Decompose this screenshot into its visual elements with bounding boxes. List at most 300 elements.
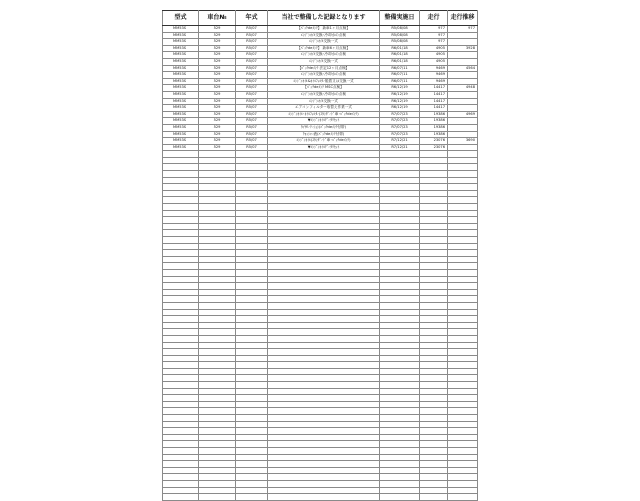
empty-cell bbox=[163, 421, 199, 428]
empty-cell bbox=[380, 329, 420, 336]
empty-cell bbox=[380, 382, 420, 389]
cell-mileage: 19386 bbox=[420, 118, 448, 125]
empty-cell bbox=[380, 316, 420, 323]
cell-mileage: 14417 bbox=[420, 98, 448, 105]
empty-cell bbox=[268, 421, 380, 428]
table-row bbox=[163, 118, 478, 125]
empty-cell bbox=[236, 171, 268, 178]
empty-cell bbox=[236, 289, 268, 296]
empty-cell bbox=[380, 408, 420, 415]
empty-cell bbox=[380, 388, 420, 395]
empty-cell bbox=[448, 289, 478, 296]
empty-cell bbox=[163, 269, 199, 276]
empty-cell bbox=[163, 355, 199, 362]
cell-maintenance-record: ▼ｴﾝｼﾞﾝｵｲﾙﾃﾞｰﾀﾘｾｯﾄ bbox=[268, 118, 380, 125]
maintenance-record-table bbox=[162, 10, 478, 501]
cell-service-date: R5/08/08 bbox=[380, 26, 420, 33]
empty-row bbox=[163, 177, 478, 184]
empty-cell bbox=[380, 269, 420, 276]
cell-mileage: 23076 bbox=[420, 138, 448, 145]
cell-chassis-number: 529 bbox=[199, 26, 236, 33]
empty-cell bbox=[268, 223, 380, 230]
empty-cell bbox=[380, 243, 420, 250]
empty-cell bbox=[163, 256, 199, 263]
empty-cell bbox=[420, 309, 448, 316]
cell-model-year: R5/07 bbox=[236, 98, 268, 105]
empty-cell bbox=[380, 480, 420, 487]
empty-cell bbox=[199, 428, 236, 435]
cell-mileage: 19386 bbox=[420, 111, 448, 118]
cell-service-date: R7/07/23 bbox=[380, 131, 420, 138]
cell-chassis-number: 529 bbox=[199, 91, 236, 98]
empty-cell bbox=[163, 395, 199, 402]
cell-mileage: 14417 bbox=[420, 91, 448, 98]
cell-chassis-number: 529 bbox=[199, 138, 236, 145]
cell-mileage-trend bbox=[448, 105, 478, 112]
empty-cell bbox=[163, 408, 199, 415]
empty-cell bbox=[268, 474, 380, 481]
empty-cell bbox=[420, 302, 448, 309]
cell-mileage: 9469 bbox=[420, 78, 448, 85]
cell-chassis-number: 529 bbox=[199, 105, 236, 112]
empty-cell bbox=[448, 415, 478, 422]
empty-cell bbox=[236, 342, 268, 349]
empty-cell bbox=[420, 349, 448, 356]
empty-cell bbox=[268, 276, 380, 283]
empty-cell bbox=[420, 223, 448, 230]
empty-cell bbox=[380, 494, 420, 501]
empty-row bbox=[163, 454, 478, 461]
empty-cell bbox=[236, 296, 268, 303]
empty-row bbox=[163, 204, 478, 211]
empty-cell bbox=[163, 434, 199, 441]
cell-model-type: MM53S bbox=[163, 78, 199, 85]
empty-cell bbox=[199, 210, 236, 217]
cell-model-year: R5/07 bbox=[236, 111, 268, 118]
empty-cell bbox=[236, 316, 268, 323]
cell-maintenance-record: ｴﾝｼﾞﾝｵｲﾙ交換一式 bbox=[268, 98, 380, 105]
cell-model-year: R5/07 bbox=[236, 72, 268, 79]
empty-cell bbox=[236, 448, 268, 455]
table-row bbox=[163, 32, 478, 39]
empty-cell bbox=[268, 382, 380, 389]
cell-mileage-trend bbox=[448, 72, 478, 79]
cell-chassis-number: 529 bbox=[199, 118, 236, 125]
empty-cell bbox=[199, 401, 236, 408]
cell-mileage: 9469 bbox=[420, 72, 448, 79]
empty-cell bbox=[199, 263, 236, 270]
empty-cell bbox=[420, 382, 448, 389]
empty-cell bbox=[380, 256, 420, 263]
empty-cell bbox=[236, 217, 268, 224]
empty-cell bbox=[448, 322, 478, 329]
cell-service-date: R6/07/11 bbox=[380, 65, 420, 72]
cell-maintenance-record: 【ﾊﾟｯｸdeﾒﾝﾃ】 新車6ヶ月点検】 bbox=[268, 45, 380, 52]
empty-cell bbox=[199, 230, 236, 237]
empty-cell bbox=[163, 474, 199, 481]
empty-cell bbox=[420, 217, 448, 224]
cell-maintenance-record: 【ﾊﾟｯｸdeﾒﾝﾃ】 新車1ヶ月点検】 bbox=[268, 26, 380, 33]
empty-cell bbox=[420, 171, 448, 178]
cell-service-date: R6/12/19 bbox=[380, 91, 420, 98]
empty-cell bbox=[448, 401, 478, 408]
empty-cell bbox=[448, 223, 478, 230]
table-row bbox=[163, 98, 478, 105]
empty-cell bbox=[448, 197, 478, 204]
table-row bbox=[163, 144, 478, 151]
empty-cell bbox=[199, 335, 236, 342]
empty-cell bbox=[236, 269, 268, 276]
empty-cell bbox=[420, 256, 448, 263]
cell-service-date: R6/01/18 bbox=[380, 45, 420, 52]
empty-row bbox=[163, 467, 478, 474]
empty-cell bbox=[268, 217, 380, 224]
empty-cell bbox=[420, 355, 448, 362]
cell-chassis-number: 529 bbox=[199, 85, 236, 92]
empty-cell bbox=[420, 441, 448, 448]
empty-cell bbox=[448, 269, 478, 276]
cell-mileage: 19386 bbox=[420, 124, 448, 131]
empty-row bbox=[163, 448, 478, 455]
header-row bbox=[163, 11, 478, 26]
empty-cell bbox=[448, 421, 478, 428]
empty-cell bbox=[199, 355, 236, 362]
cell-maintenance-record: ｴﾝｼﾞﾝｵｲﾙ･ｵｲﾙﾌｨﾙﾀｰ(ｽﾀﾝﾀﾞｰﾄﾞ車･ﾊﾟｯｸdeﾒﾝﾃ) bbox=[268, 111, 380, 118]
empty-cell bbox=[420, 335, 448, 342]
empty-cell bbox=[268, 164, 380, 171]
empty-cell bbox=[199, 382, 236, 389]
empty-cell bbox=[448, 480, 478, 487]
empty-row bbox=[163, 184, 478, 191]
empty-cell bbox=[199, 349, 236, 356]
empty-cell bbox=[199, 289, 236, 296]
empty-cell bbox=[268, 263, 380, 270]
empty-cell bbox=[380, 184, 420, 191]
empty-row bbox=[163, 171, 478, 178]
empty-cell bbox=[268, 177, 380, 184]
empty-row bbox=[163, 382, 478, 389]
cell-mileage: 14417 bbox=[420, 105, 448, 112]
cell-maintenance-record: 【ﾊﾟｯｸdeﾒﾝﾃ MSC点検】 bbox=[268, 85, 380, 92]
empty-cell bbox=[448, 151, 478, 158]
empty-cell bbox=[163, 223, 199, 230]
cell-mileage: 977 bbox=[420, 39, 448, 46]
empty-cell bbox=[236, 441, 268, 448]
empty-cell bbox=[199, 408, 236, 415]
empty-cell bbox=[199, 316, 236, 323]
empty-cell bbox=[380, 401, 420, 408]
empty-cell bbox=[163, 171, 199, 178]
cell-model-year: R5/07 bbox=[236, 26, 268, 33]
empty-cell bbox=[420, 289, 448, 296]
empty-cell bbox=[420, 263, 448, 270]
empty-cell bbox=[199, 197, 236, 204]
empty-cell bbox=[163, 283, 199, 290]
empty-cell bbox=[448, 302, 478, 309]
empty-cell bbox=[380, 283, 420, 290]
empty-cell bbox=[448, 388, 478, 395]
cell-chassis-number: 529 bbox=[199, 111, 236, 118]
empty-cell bbox=[268, 322, 380, 329]
cell-mileage-trend: 4969 bbox=[448, 111, 478, 118]
empty-cell bbox=[448, 230, 478, 237]
cell-mileage-trend bbox=[448, 118, 478, 125]
empty-cell bbox=[380, 434, 420, 441]
empty-cell bbox=[199, 434, 236, 441]
empty-cell bbox=[448, 276, 478, 283]
empty-cell bbox=[163, 151, 199, 158]
empty-cell bbox=[448, 375, 478, 382]
empty-cell bbox=[163, 487, 199, 494]
empty-cell bbox=[268, 349, 380, 356]
empty-cell bbox=[448, 283, 478, 290]
empty-cell bbox=[163, 197, 199, 204]
empty-cell bbox=[199, 157, 236, 164]
empty-cell bbox=[236, 335, 268, 342]
empty-cell bbox=[236, 368, 268, 375]
empty-cell bbox=[268, 190, 380, 197]
empty-cell bbox=[199, 342, 236, 349]
cell-mileage: 4905 bbox=[420, 45, 448, 52]
cell-service-date: R6/12/19 bbox=[380, 98, 420, 105]
table-row bbox=[163, 26, 478, 33]
cell-mileage: 977 bbox=[420, 32, 448, 39]
empty-cell bbox=[448, 342, 478, 349]
cell-model-year: R5/07 bbox=[236, 39, 268, 46]
empty-cell bbox=[380, 368, 420, 375]
cell-chassis-number: 529 bbox=[199, 52, 236, 59]
empty-cell bbox=[236, 362, 268, 369]
cell-maintenance-record: ｴﾝｼﾞﾝｵｲﾙ交換･冷却水の点検 bbox=[268, 72, 380, 79]
empty-cell bbox=[420, 428, 448, 435]
empty-cell bbox=[420, 487, 448, 494]
empty-cell bbox=[380, 375, 420, 382]
empty-row bbox=[163, 230, 478, 237]
empty-cell bbox=[236, 157, 268, 164]
empty-cell bbox=[199, 184, 236, 191]
empty-cell bbox=[236, 395, 268, 402]
cell-model-year: R5/07 bbox=[236, 65, 268, 72]
empty-cell bbox=[163, 217, 199, 224]
empty-cell bbox=[199, 368, 236, 375]
cell-maintenance-record: ｴﾝｼﾞﾝｵｲﾙ交換一式 bbox=[268, 58, 380, 65]
empty-cell bbox=[236, 164, 268, 171]
empty-cell bbox=[199, 269, 236, 276]
empty-cell bbox=[420, 388, 448, 395]
table-row bbox=[163, 65, 478, 72]
cell-model-year: R5/07 bbox=[236, 45, 268, 52]
cell-model-type: MM53S bbox=[163, 58, 199, 65]
cell-chassis-number: 529 bbox=[199, 39, 236, 46]
cell-mileage-trend bbox=[448, 32, 478, 39]
empty-row bbox=[163, 322, 478, 329]
empty-row bbox=[163, 487, 478, 494]
empty-cell bbox=[163, 448, 199, 455]
empty-cell bbox=[380, 487, 420, 494]
cell-model-type: MM53S bbox=[163, 85, 199, 92]
empty-cell bbox=[420, 421, 448, 428]
empty-cell bbox=[199, 204, 236, 211]
empty-cell bbox=[199, 487, 236, 494]
cell-model-type: MM53S bbox=[163, 39, 199, 46]
empty-cell bbox=[420, 494, 448, 501]
empty-cell bbox=[380, 151, 420, 158]
empty-row bbox=[163, 401, 478, 408]
cell-mileage-trend bbox=[448, 58, 478, 65]
empty-cell bbox=[420, 480, 448, 487]
empty-cell bbox=[199, 164, 236, 171]
empty-cell bbox=[268, 494, 380, 501]
empty-cell bbox=[380, 342, 420, 349]
table-row bbox=[163, 52, 478, 59]
empty-cell bbox=[199, 302, 236, 309]
cell-chassis-number: 529 bbox=[199, 32, 236, 39]
empty-cell bbox=[199, 448, 236, 455]
cell-chassis-number: 529 bbox=[199, 45, 236, 52]
empty-row bbox=[163, 368, 478, 375]
cell-mileage-trend bbox=[448, 39, 478, 46]
empty-row bbox=[163, 256, 478, 263]
empty-cell bbox=[448, 362, 478, 369]
empty-cell bbox=[448, 296, 478, 303]
empty-cell bbox=[380, 289, 420, 296]
empty-row bbox=[163, 197, 478, 204]
empty-cell bbox=[380, 296, 420, 303]
empty-cell bbox=[420, 177, 448, 184]
empty-cell bbox=[420, 190, 448, 197]
empty-cell bbox=[448, 454, 478, 461]
empty-cell bbox=[380, 302, 420, 309]
empty-cell bbox=[420, 237, 448, 244]
empty-cell bbox=[163, 177, 199, 184]
empty-cell bbox=[268, 454, 380, 461]
cell-model-year: R5/07 bbox=[236, 105, 268, 112]
cell-mileage-trend: 4564 bbox=[448, 65, 478, 72]
cell-model-type: MM53S bbox=[163, 131, 199, 138]
cell-service-date: R5/08/08 bbox=[380, 39, 420, 46]
empty-cell bbox=[199, 171, 236, 178]
empty-cell bbox=[268, 434, 380, 441]
cell-model-year: R5/07 bbox=[236, 52, 268, 59]
cell-model-year: R5/07 bbox=[236, 91, 268, 98]
empty-cell bbox=[380, 171, 420, 178]
empty-cell bbox=[163, 322, 199, 329]
empty-cell bbox=[380, 157, 420, 164]
empty-cell bbox=[236, 382, 268, 389]
cell-mileage: 23076 bbox=[420, 144, 448, 151]
empty-cell bbox=[236, 408, 268, 415]
header-chassis-number: 車台№ bbox=[199, 11, 236, 26]
empty-cell bbox=[199, 441, 236, 448]
empty-row bbox=[163, 421, 478, 428]
empty-row bbox=[163, 237, 478, 244]
empty-cell bbox=[448, 408, 478, 415]
empty-cell bbox=[448, 210, 478, 217]
empty-cell bbox=[199, 454, 236, 461]
cell-maintenance-record: ｴﾝｼﾞﾝｵｲﾙ交換一式 bbox=[268, 39, 380, 46]
cell-model-year: R5/07 bbox=[236, 138, 268, 145]
empty-row bbox=[163, 408, 478, 415]
cell-mileage-trend bbox=[448, 52, 478, 59]
empty-cell bbox=[448, 329, 478, 336]
empty-cell bbox=[420, 197, 448, 204]
empty-row bbox=[163, 250, 478, 257]
empty-cell bbox=[236, 190, 268, 197]
empty-row bbox=[163, 335, 478, 342]
table-row bbox=[163, 39, 478, 46]
empty-cell bbox=[380, 428, 420, 435]
empty-cell bbox=[236, 474, 268, 481]
cell-mileage-trend bbox=[448, 131, 478, 138]
cell-mileage: 4905 bbox=[420, 58, 448, 65]
empty-cell bbox=[420, 151, 448, 158]
header-mileage-trend: 走行推移 bbox=[448, 11, 478, 26]
empty-cell bbox=[163, 204, 199, 211]
empty-cell bbox=[380, 349, 420, 356]
empty-row bbox=[163, 243, 478, 250]
empty-cell bbox=[380, 467, 420, 474]
empty-cell bbox=[380, 441, 420, 448]
empty-cell bbox=[163, 467, 199, 474]
empty-cell bbox=[236, 276, 268, 283]
empty-cell bbox=[420, 210, 448, 217]
empty-cell bbox=[448, 190, 478, 197]
empty-cell bbox=[448, 316, 478, 323]
empty-cell bbox=[268, 171, 380, 178]
empty-cell bbox=[448, 250, 478, 257]
cell-service-date: R6/01/18 bbox=[380, 52, 420, 59]
table-row bbox=[163, 58, 478, 65]
empty-cell bbox=[448, 237, 478, 244]
empty-cell bbox=[199, 480, 236, 487]
empty-cell bbox=[420, 467, 448, 474]
cell-service-date: R5/08/08 bbox=[380, 32, 420, 39]
empty-cell bbox=[236, 401, 268, 408]
empty-cell bbox=[199, 223, 236, 230]
cell-mileage-trend bbox=[448, 98, 478, 105]
empty-cell bbox=[163, 441, 199, 448]
empty-cell bbox=[268, 441, 380, 448]
empty-cell bbox=[420, 269, 448, 276]
table-row bbox=[163, 78, 478, 85]
empty-cell bbox=[236, 184, 268, 191]
empty-cell bbox=[199, 322, 236, 329]
empty-cell bbox=[236, 309, 268, 316]
empty-cell bbox=[199, 329, 236, 336]
empty-row bbox=[163, 263, 478, 270]
empty-row bbox=[163, 269, 478, 276]
empty-cell bbox=[380, 237, 420, 244]
empty-cell bbox=[236, 322, 268, 329]
empty-row bbox=[163, 329, 478, 336]
empty-cell bbox=[448, 382, 478, 389]
cell-maintenance-record: エアコンフィルター取替え作業一式 bbox=[268, 105, 380, 112]
empty-cell bbox=[199, 474, 236, 481]
empty-cell bbox=[268, 480, 380, 487]
cell-service-date: R6/12/19 bbox=[380, 105, 420, 112]
cell-mileage-trend bbox=[448, 124, 478, 131]
empty-row bbox=[163, 441, 478, 448]
empty-cell bbox=[236, 250, 268, 257]
cell-model-year: R5/07 bbox=[236, 85, 268, 92]
empty-cell bbox=[448, 157, 478, 164]
empty-cell bbox=[163, 335, 199, 342]
cell-model-year: R5/07 bbox=[236, 32, 268, 39]
empty-cell bbox=[199, 256, 236, 263]
cell-chassis-number: 529 bbox=[199, 98, 236, 105]
empty-cell bbox=[380, 190, 420, 197]
empty-cell bbox=[380, 276, 420, 283]
